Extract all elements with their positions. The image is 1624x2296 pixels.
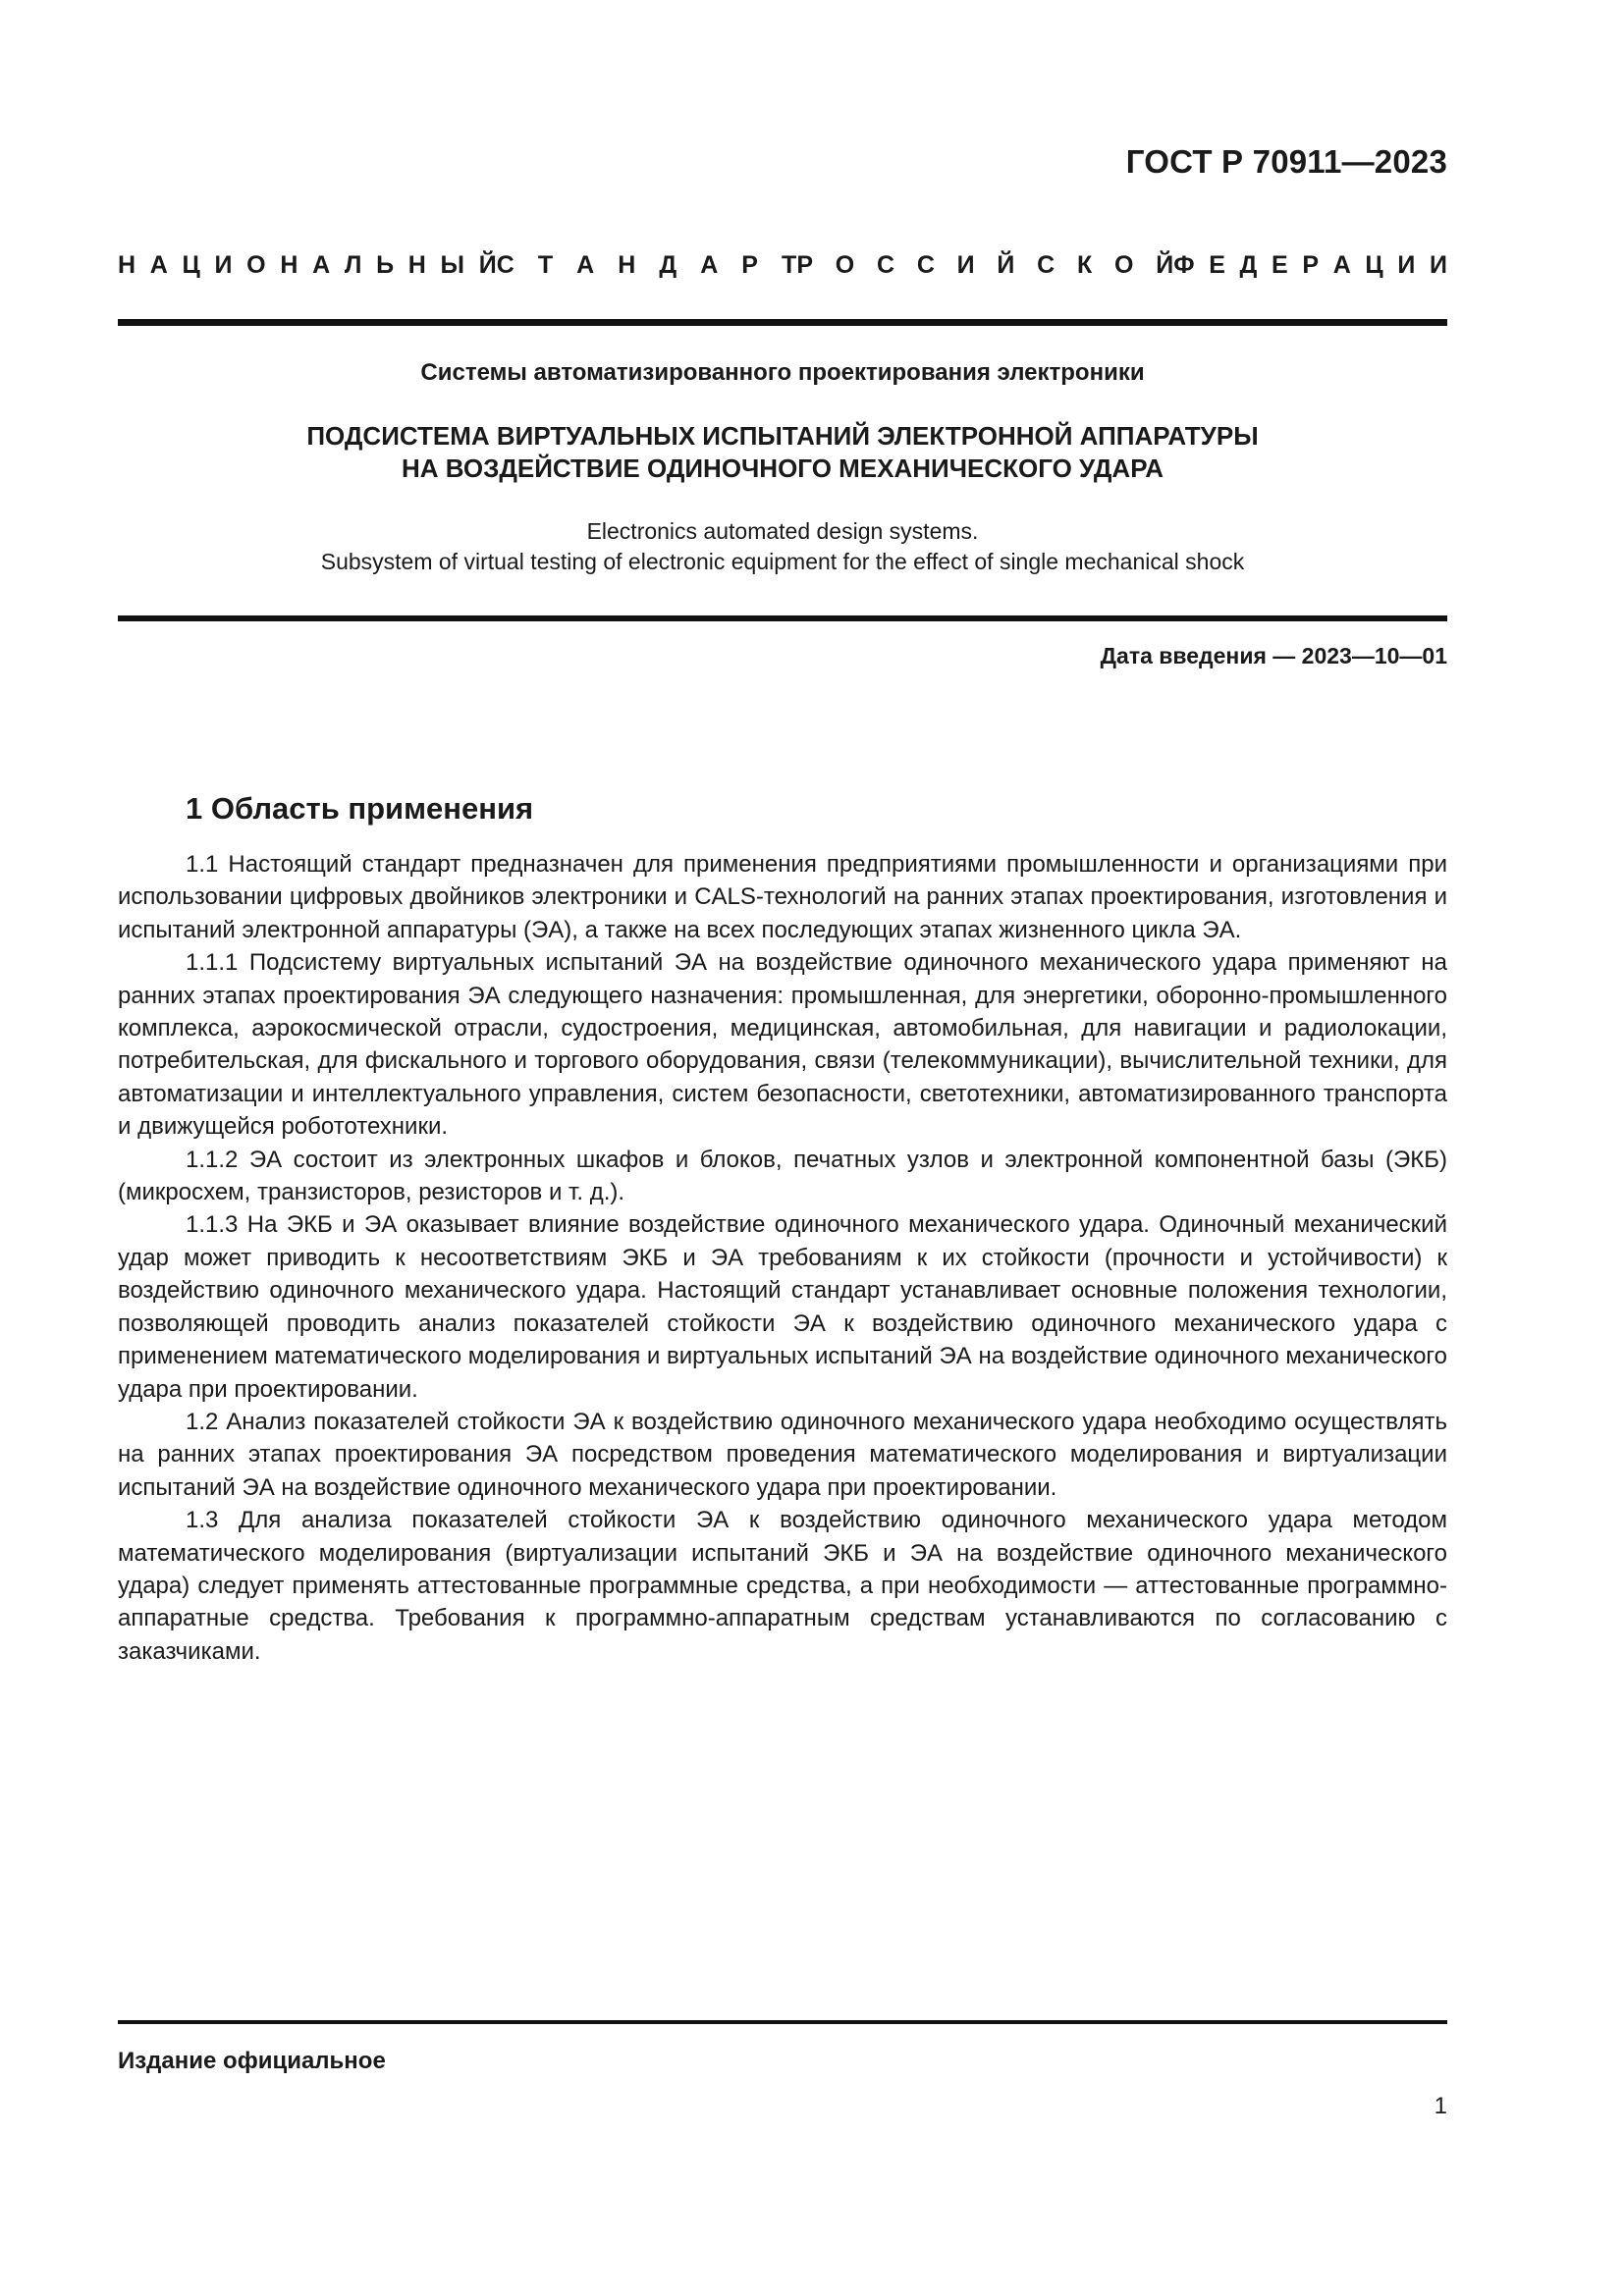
banner-letter: И <box>956 251 975 279</box>
national-standard-banner <box>118 251 1447 280</box>
banner-letter: С <box>877 251 895 279</box>
banner-letter: Е <box>1209 251 1225 279</box>
english-title-line: Subsystem of virtual testing of electronic equipment for the effect of single mechanical shock <box>320 549 1245 574</box>
banner-letter: Ц <box>182 251 200 279</box>
page-number: 1 <box>1434 2093 1447 2119</box>
banner-letter: Т <box>537 251 554 279</box>
banner-letter: Д <box>1239 251 1258 279</box>
edition-label: Издание официальное <box>118 2048 386 2074</box>
footer-divider <box>118 2020 1447 2024</box>
paragraph: 1.1.3 На ЭКБ и ЭА оказывает влияние воздействие одиночного механического удара. Одиночный механический удар может приводить к несоответствиям ЭКБ и ЭА требованиям к их стойкости (прочности и устойчивости) к воздействию одиночного механического удара. Настоящий стандарт устанавливает основные положения технологии, позволяющей проводить анализ показателей стойкости ЭА к воздействию одиночного механического удара с применением математического моделирования и виртуальных испытаний ЭА на воздействие одиночного механического удара при проектировании. <box>118 1211 1447 1403</box>
banner-letter: К <box>1076 251 1093 279</box>
main-title <box>118 420 1447 485</box>
banner-letter: Н <box>280 251 298 279</box>
banner-word <box>118 251 497 280</box>
banner-letter: Д <box>659 251 677 279</box>
banner-letter: А <box>149 251 168 279</box>
banner-letter: А <box>312 251 331 279</box>
banner-letter: С <box>1037 251 1056 279</box>
banner-letter: Р <box>1302 251 1320 279</box>
banner-letter: Т <box>782 251 797 279</box>
banner-letter: А <box>700 251 719 279</box>
banner-letter: О <box>835 251 855 279</box>
english-title-line: Electronics automated design systems. <box>586 518 979 544</box>
main-title-line: НА ВОЗДЕЙСТВИЕ ОДИНОЧНОГО МЕХАНИЧЕСКОГО УДАРА <box>401 454 1164 483</box>
banner-letter: С <box>496 251 514 279</box>
series-title: Системы автоматизированного проектирования электроники <box>420 359 1145 386</box>
banner-letter: И <box>214 251 233 279</box>
banner-letter: Й <box>997 251 1015 279</box>
paragraph: 1.1 Настоящий стандарт предназначен для применения предприятиями промышленности и организациями при использовании цифровых двойников электроники и CALS-технологий на ранних этапах проектирования, изготовления и испытаний электронной аппаратуры (ЭА), а также на всех последующих этапах жизненного цикла ЭА. <box>118 851 1447 943</box>
section-heading: 1 Область применения <box>186 791 534 826</box>
banner-letter: О <box>1113 251 1134 279</box>
banner-letter: Ь <box>376 251 395 279</box>
banner-letter: Р <box>741 251 758 279</box>
banner-letter: И <box>1397 251 1416 279</box>
banner-letter: Й <box>1156 251 1174 279</box>
english-title <box>118 516 1447 577</box>
section-body <box>118 848 1447 1668</box>
banner-letter: Ц <box>1365 251 1383 279</box>
banner-letter: Н <box>618 251 636 279</box>
paragraph: 1.2 Анализ показателей стойкости ЭА к воздействию одиночного механического удара необходимо осуществлять на ранних этапах проектирования ЭА посредством проведения математического моделирования и виртуализации испытаний ЭА на воздействие одиночного механического удара при проектировании. <box>118 1408 1447 1501</box>
banner-letter: С <box>916 251 935 279</box>
banner-letter: Е <box>1272 251 1288 279</box>
banner-letter: Н <box>118 251 136 279</box>
banner-letter: О <box>246 251 266 279</box>
banner-letter: Ы <box>440 251 465 279</box>
paragraph: 1.1.2 ЭА состоит из электронных шкафов и блоков, печатных узлов и электронной компонентной базы (ЭКБ) (микросхем, транзисторов, резисторов и т. д.). <box>118 1146 1447 1206</box>
paragraph: 1.1.1 Подсистему виртуальных испытаний ЭА на воздействие одиночного механического удара применяют на ранних этапах проектирования ЭА следующего назначения: промышленная, для энергетики, оборонно-промышленного комплекса, аэрокосмической отрасли, судостроения, медицинская, автомобильная, для навигации и радиолокации, потребительская, для фискального и торгового оборудования, связи (телекоммуникации), вычислительной техники, для автоматизации и интеллектуального управления, систем безопасности, светотехники, автоматизированного транспорта и движущейся робототехники. <box>118 949 1447 1141</box>
banner-letter: Н <box>407 251 426 279</box>
banner-letter: Л <box>344 251 362 279</box>
banner-letter: А <box>576 251 595 279</box>
banner-word <box>1173 251 1447 280</box>
banner-letter: Ф <box>1173 251 1195 279</box>
banner-letter: Р <box>796 251 814 279</box>
main-title-line: ПОДСИСТЕМА ВИРТУАЛЬНЫХ ИСПЫТАНИЙ ЭЛЕКТРОННОЙ АППАРАТУРЫ <box>306 421 1259 451</box>
banner-letter: И <box>1429 251 1447 279</box>
top-divider <box>118 319 1447 326</box>
document-number: ГОСТ Р 70911—2023 <box>1125 143 1447 180</box>
banner-word <box>497 251 797 280</box>
title-divider <box>118 615 1447 621</box>
banner-letter: А <box>1332 251 1351 279</box>
introduction-date: Дата введения — 2023—10—01 <box>1100 643 1447 668</box>
banner-letter: Й <box>478 251 497 279</box>
paragraph: 1.3 Для анализа показателей стойкости ЭА к воздействию одиночного механического удара методом математического моделирования (виртуализации испытаний ЭКБ и ЭА на воздействие одиночного механического удара) следует применять аттестованные программные средства, а при необходимости — аттестованные программно-аппаратные средства. Требования к программно-аппаратным средствам устанавливаются по согласованию с заказчиками. <box>118 1507 1447 1665</box>
banner-word <box>796 251 1173 280</box>
